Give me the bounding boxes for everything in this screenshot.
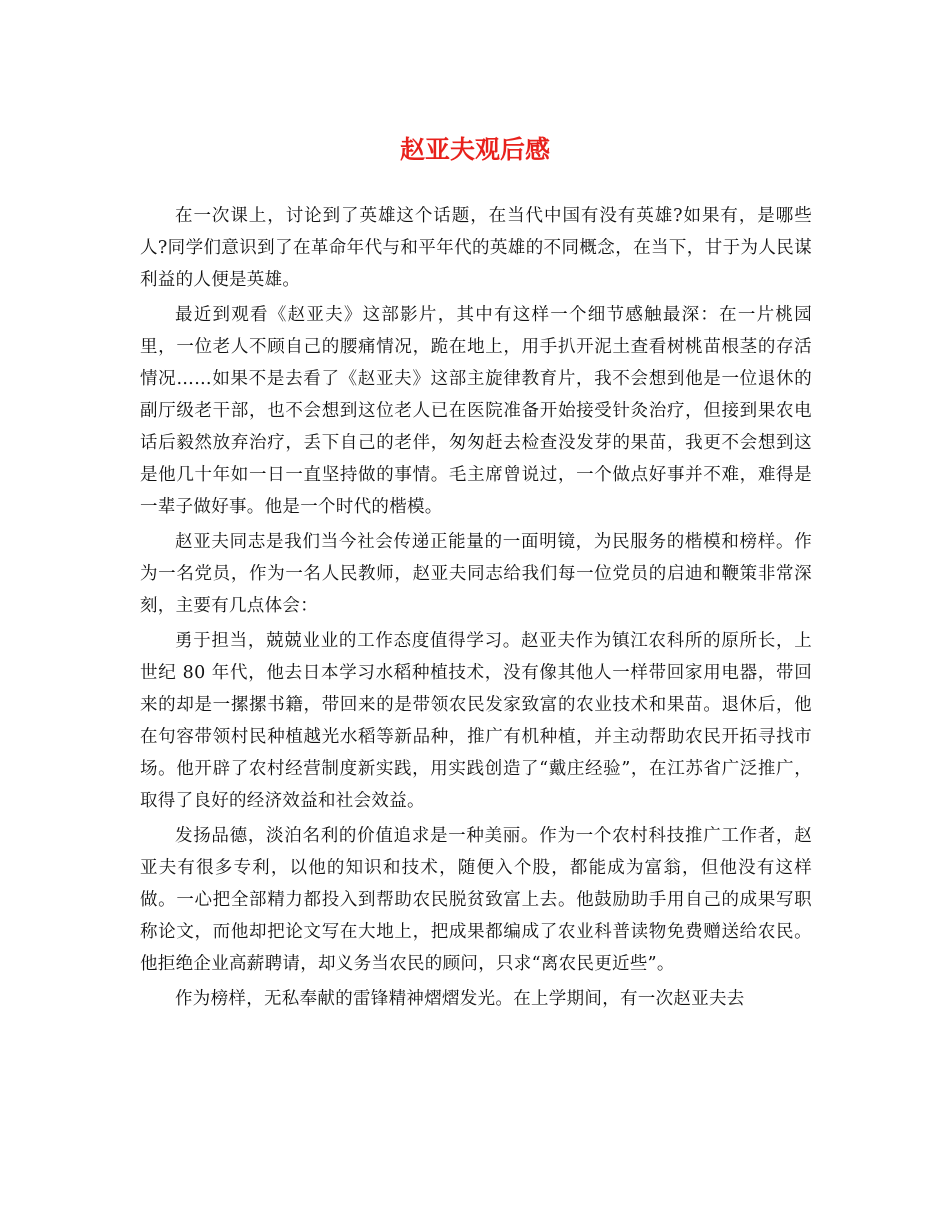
paragraph: 作为榜样，无私奉献的雷锋精神熠熠发光。在上学期间，有一次赵亚夫去 [175,989,745,1009]
paragraph: 在一次课上，讨论到了英雄这个话题，在当代中国有没有英雄?如果有，是哪些人?同学们意识到了在革命年代与和平年代的英雄的不同概念，在当下，甘于为人民谋利益的人便是英雄。 [140,206,812,290]
document-body [140,200,812,1018]
paragraph: 赵亚夫同志是我们当今社会传递正能量的一面明镜，为民服务的楷模和榜样。作为一名党员，作为一名人民教师，赵亚夫同志给我们每一位党员的启迪和鞭策非常深刻，主要有几点体会： [140,532,812,616]
paragraph: 勇于担当，兢兢业业的工作态度值得学习。赵亚夫作为镇江农科所的原所长，上世纪 80 年代，他去日本学习水稻种植技术，没有像其他人一样带回家用电器，带回来的却是一摞摞书籍，带回来的是带领农民发家致富的农业技术和果苗。退休后，他在句容带领村民种植越光水稻等新品种，推广有机种植，并主动帮助农民开拓寻找市场。他开辟了农村经营制度新实践，用实践创造了“戴庄经验”，在江苏省广泛推广，取得了良好的经济效益和社会效益。 [140,631,812,811]
paragraph: 最近到观看《赵亚夫》这部影片，其中有这样一个细节感触最深：在一片桃园里，一位老人不顾自己的腰痛情况，跪在地上，用手扒开泥土查看树桃苗根茎的存活情况……如果不是去看了《赵亚夫》这部主旋律教育片，我不会想到他是一位退休的副厅级老干部，也不会想到这位老人已在医院准备开始接受针灸治疗，但接到果农电话后毅然放弃治疗，丢下自己的老伴，匆匆赶去检查没发芽的果苗，我更不会想到这是他几十年如一日一直坚持做的事情。毛主席曾说过，一个做点好事并不难，难得是一辈子做好事。他是一个时代的楷模。 [140,305,812,517]
document-title: 赵亚夫观后感 [399,135,550,164]
paragraph: 发扬品德，淡泊名利的价值追求是一种美丽。作为一个农村科技推广工作者，赵亚夫有很多专利，以他的知识和技术，随便入个股，都能成为富翁，但他没有这样做。一心把全部精力都投入到帮助农民脱贫致富上去。他鼓励助手用自己的成果写职称论文，而他却把论文写在大地上，把成果都编成了农业科普读物免费赠送给农民。他拒绝企业高薪聘请，却义务当农民的顾问，只求“离农民更近些”。 [140,826,812,974]
